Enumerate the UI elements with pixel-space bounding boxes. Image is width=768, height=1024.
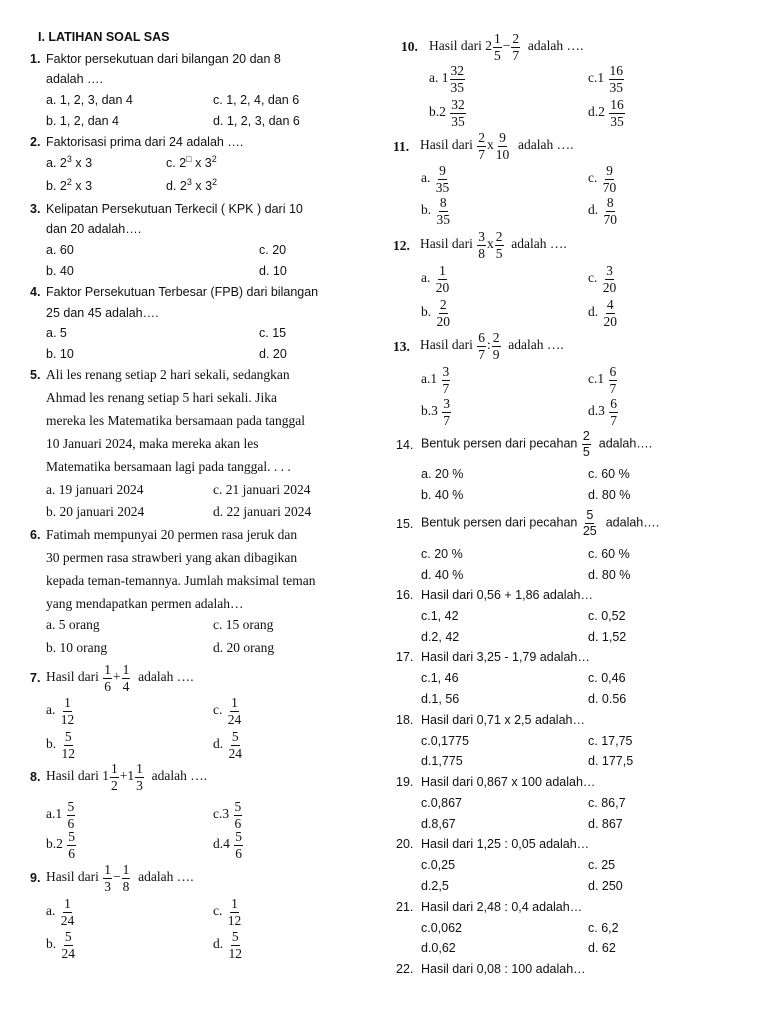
question-text: mereka les Matematika bersamaan pada tanggal: [46, 413, 306, 428]
question-text: Hasil dari 1 $\frac{1}{2}$ +1 $\frac{1}{3}$ adalah ….: [46, 761, 208, 793]
question-text: 30 permen rasa strawberi yang akan dibagikan: [46, 550, 298, 565]
question-text: Hasil dari $\frac{1}{6}$ + $\frac{1}{4}$ adalah ….: [46, 662, 194, 694]
question-text: Hasil dari 3,25 - 1,79 adalah…: [421, 650, 590, 664]
option-a: c.0,062: [421, 921, 463, 935]
question-text: Faktorisasi prima dari 24 adalah ….: [46, 135, 244, 149]
option-a: a. 60: [46, 243, 74, 257]
option-d: d. $2^3$ x $3^2$: [166, 177, 218, 193]
option-c: c. 60 %: [588, 467, 630, 481]
option-c: c.3 $\frac{5}{6}$: [213, 799, 242, 831]
option-a: a. 20 %: [421, 467, 464, 481]
option-b: b. $\frac{8}{35}$: [421, 195, 450, 227]
option-a: a. $2^3$ x 3: [46, 154, 93, 170]
option-c: c. 21 januari 2024: [213, 482, 311, 497]
question-text: Bentuk persen dari pecahan $\frac{2}{5}$ adalah….: [421, 429, 653, 459]
question-text: Faktor persekutuan dari bilangan 20 dan 8: [46, 52, 281, 66]
question-number: 7.: [30, 671, 41, 685]
option-b: d.1,775: [421, 754, 463, 768]
option-a: a.1 $\frac{5}{6}$: [46, 799, 75, 831]
option-c: c.1 $\frac{6}{7}$: [588, 364, 617, 396]
option-d: d. $\frac{5}{24}$: [213, 729, 242, 761]
question-number: 11.: [393, 139, 410, 154]
option-a: a. 5: [46, 326, 67, 340]
question-text: Ali les renang setiap 2 hari sekali, sedangkan: [46, 367, 290, 382]
question-text: Kelipatan Persekutuan Terkecil ( KPK ) dari 10: [46, 202, 303, 216]
option-d: d. 0.56: [588, 692, 627, 706]
option-b: b. $\frac{5}{24}$: [46, 929, 75, 961]
option-a: c.0,867: [421, 796, 463, 810]
question-text: Hasil dari 2,48 : 0,4 adalah…: [421, 900, 583, 914]
option-d: d. $\frac{8}{70}$: [588, 195, 617, 227]
option-c: c. $\frac{3}{20}$: [588, 263, 617, 295]
option-a: a.1 $\frac{3}{7}$: [421, 364, 450, 396]
option-b: b.3 $\frac{3}{7}$: [421, 396, 450, 428]
question-text: Matematika bersamaan lagi pada tanggal. . . .: [46, 459, 291, 474]
option-b: b. 10: [46, 347, 74, 361]
option-a: a. $\frac{1}{20}$: [421, 263, 450, 295]
option-c: c. 25: [588, 858, 616, 872]
option-d: d. 250: [588, 879, 623, 893]
question-number: 13.: [393, 339, 410, 354]
question-text: Hasil dari 0,08 : 100 adalah…: [421, 962, 586, 976]
option-c: c. 86,7: [588, 796, 626, 810]
question-text: Hasil dari $\frac{3}{8}$ x $\frac{2}{5}$ adalah ….: [420, 229, 567, 261]
option-b: b. 40 %: [421, 488, 464, 502]
option-c: c. $\frac{1}{24}$: [213, 695, 242, 727]
option-a: c. 20 %: [421, 547, 463, 561]
question-number: 4.: [30, 285, 41, 299]
question-text: Hasil dari 0,71 x 2,5 adalah…: [421, 713, 585, 727]
option-d: d. $\frac{5}{12}$: [213, 929, 242, 961]
question-text: kepada teman-temannya. Jumlah maksimal teman: [46, 573, 316, 588]
question-text: yang mendapatkan permen adalah…: [46, 596, 244, 611]
option-d: d. $\frac{4}{20}$: [588, 297, 617, 329]
question-number: 17.: [396, 650, 414, 664]
option-a: a. 5 orang: [46, 617, 100, 632]
option-a: a. $\frac{9}{35}$: [421, 163, 450, 195]
option-b: b. 40: [46, 264, 74, 278]
option-c: c. 6,2: [588, 921, 619, 935]
question-number: 16.: [396, 588, 414, 602]
section-title: I. LATIHAN SOAL SAS: [38, 30, 170, 44]
question-text: Hasil dari $\frac{2}{7}$ x $\frac{9}{10}$ adalah ….: [420, 130, 574, 162]
option-d: d. 177,5: [588, 754, 634, 768]
question-text: adalah ….: [46, 72, 103, 86]
option-b: b. 20 januari 2024: [46, 504, 145, 519]
question-text: Hasil dari $\frac{6}{7}$ : $\frac{2}{9}$ adalah ….: [420, 330, 564, 362]
question-number: 9.: [30, 871, 41, 885]
option-d: d. 20 orang: [213, 640, 275, 655]
question-text: 10 Januari 2024, maka mereka akan les: [46, 436, 259, 451]
option-a: c.1, 46: [421, 671, 459, 685]
option-a: a. $\frac{1}{24}$: [46, 896, 75, 928]
option-c: c. 15 orang: [213, 617, 274, 632]
question-text: Fatimah mempunyai 20 permen rasa jeruk dan: [46, 527, 298, 542]
option-c: c. 2□ x $3^2$: [166, 154, 217, 170]
option-c: c. $\frac{1}{12}$: [213, 896, 242, 928]
option-c: c. 20: [259, 243, 287, 257]
option-d: d.4 $\frac{5}{6}$: [213, 829, 242, 861]
option-c: c.1 $\frac{16}{35}$: [588, 63, 623, 95]
option-d: d. 1, 2, 3, dan 6: [213, 114, 300, 128]
question-text: dan 20 adalah….: [46, 222, 142, 236]
option-d: d. 10: [259, 264, 287, 278]
question-number: 21.: [396, 900, 414, 914]
option-c: c. 0,46: [588, 671, 626, 685]
option-b: b. 10 orang: [46, 640, 108, 655]
question-text: Faktor Persekutuan Terbesar (FPB) dari bilangan: [46, 285, 319, 299]
question-number: 12.: [393, 238, 410, 253]
option-a: c.0,25: [421, 858, 456, 872]
question-text: Hasil dari 0,867 x 100 adalah…: [421, 775, 596, 789]
question-number: 18.: [396, 713, 414, 727]
option-b: d.2, 42: [421, 630, 460, 644]
option-d: d. 80 %: [588, 568, 631, 582]
option-b: b. $\frac{2}{20}$: [421, 297, 450, 329]
question-text: 25 dan 45 adalah….: [46, 306, 159, 320]
question-number: 6.: [30, 528, 41, 542]
option-c: c. 17,75: [588, 734, 633, 748]
question-number: 5.: [30, 368, 41, 382]
option-d: d.2 $\frac{16}{35}$: [588, 97, 624, 129]
option-d: d. 867: [588, 817, 623, 831]
question-number: 2.: [30, 135, 41, 149]
question-text: Hasil dari $\frac{1}{3}$ − $\frac{1}{8}$ adalah ….: [46, 862, 194, 894]
option-a: a. 1, 2, 3, dan 4: [46, 93, 133, 107]
question-number: 1.: [30, 52, 41, 66]
question-number: 20.: [396, 837, 414, 851]
option-b: d.2,5: [421, 879, 449, 893]
option-d: d. 22 januari 2024: [213, 504, 312, 519]
option-d: d. 20: [259, 347, 287, 361]
option-b: b. 1, 2, dan 4: [46, 114, 119, 128]
option-a: c.0,1775: [421, 734, 469, 748]
option-a: a. 19 januari 2024: [46, 482, 144, 497]
option-c: c. 0,52: [588, 609, 626, 623]
option-b: d.0,62: [421, 941, 456, 955]
option-d: d. 62: [588, 941, 616, 955]
question-number: 19.: [396, 775, 414, 789]
option-b: d.8,67: [421, 817, 456, 831]
option-b: b.2 $\frac{5}{6}$: [46, 829, 75, 861]
option-c: c. $\frac{9}{70}$: [588, 163, 617, 195]
option-d: d. 1,52: [588, 630, 627, 644]
question-number: 3.: [30, 202, 41, 216]
question-text: Hasil dari 2 $\frac{1}{5}$ − $\frac{2}{7}$ adalah ….: [429, 31, 584, 63]
option-d: d.3 $\frac{6}{7}$: [588, 396, 617, 428]
question-text: Bentuk persen dari pecahan $\frac{5}{25}$ adalah….: [421, 508, 660, 538]
option-b: d.1, 56: [421, 692, 460, 706]
question-number: 8.: [30, 770, 41, 784]
option-d: d. 80 %: [588, 488, 631, 502]
option-c: c. 15: [259, 326, 287, 340]
option-a: a. 1 $\frac{32}{35}$: [429, 63, 464, 95]
option-c: c. 60 %: [588, 547, 630, 561]
question-text: Ahmad les renang setiap 5 hari sekali. Jika: [46, 390, 277, 405]
option-c: c. 1, 2, 4, dan 6: [213, 93, 300, 107]
option-b: d. 40 %: [421, 568, 464, 582]
option-b: b. $2^2$ x 3: [46, 177, 93, 193]
question-number: 15.: [396, 517, 414, 531]
option-a: c.1, 42: [421, 609, 459, 623]
question-number: 10.: [401, 39, 418, 54]
option-b: b.2 $\frac{32}{35}$: [429, 97, 465, 129]
question-text: Hasil dari 0,56 + 1,86 adalah…: [421, 588, 593, 602]
option-a: a. $\frac{1}{12}$: [46, 695, 75, 727]
question-text: Hasil dari 1,25 : 0,05 adalah…: [421, 837, 590, 851]
question-number: 22.: [396, 962, 414, 976]
question-number: 14.: [396, 438, 414, 452]
option-b: b. $\frac{5}{12}$: [46, 729, 75, 761]
